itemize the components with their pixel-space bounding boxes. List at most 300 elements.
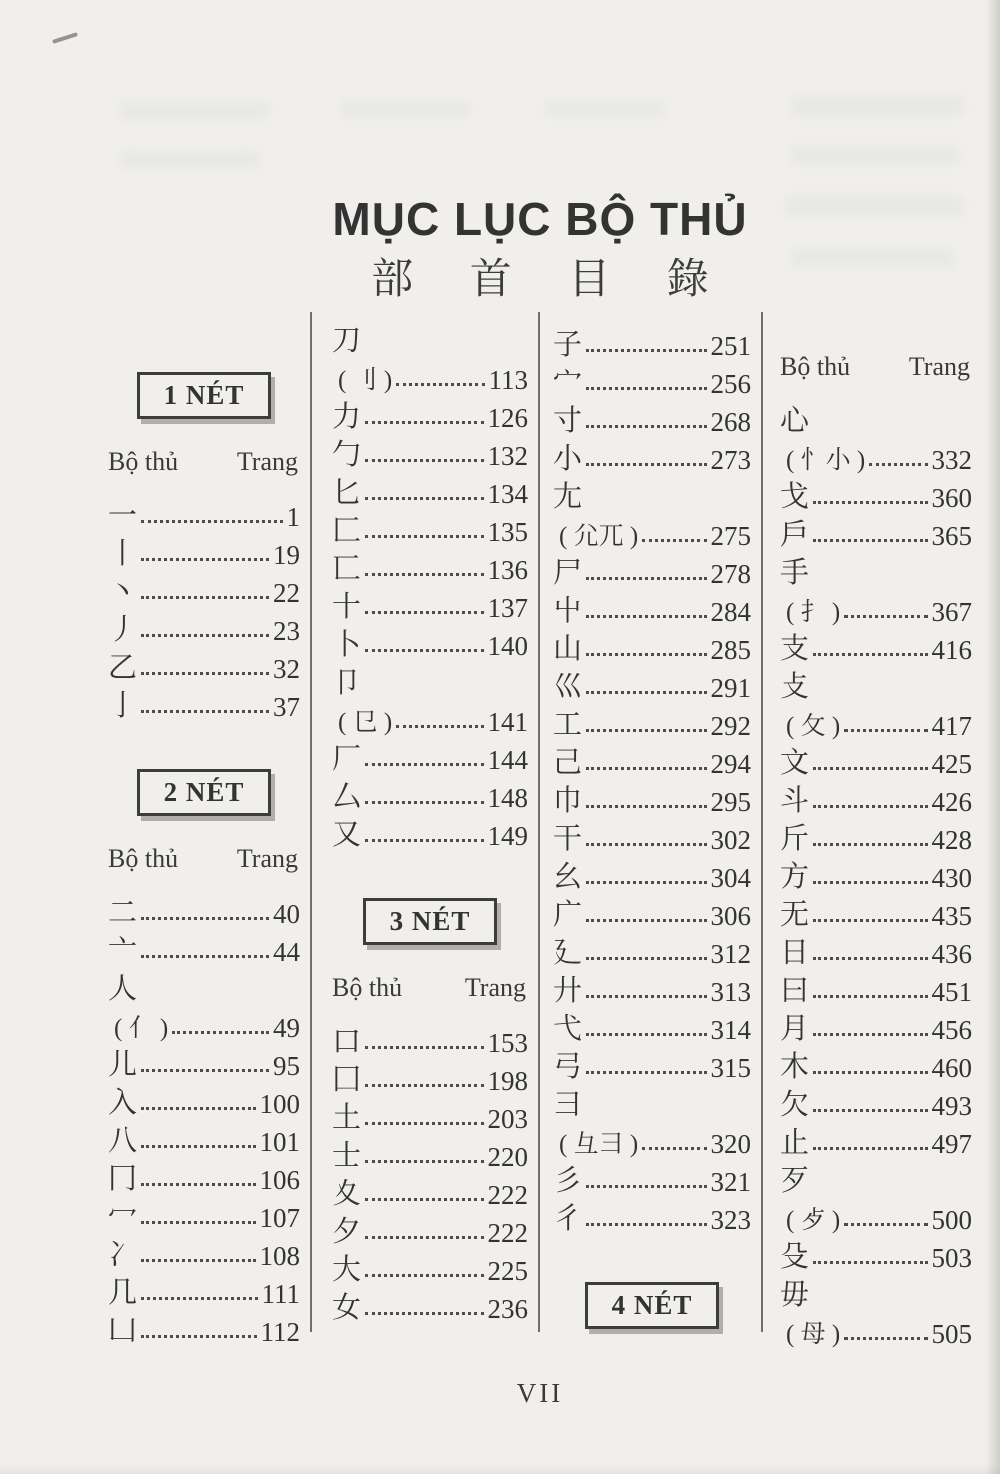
- page-ref: 134: [487, 479, 528, 509]
- variant-line: [780, 1310, 972, 1348]
- page-ref: 256: [710, 369, 751, 399]
- radical-entry: [108, 890, 300, 928]
- dot-leader: [813, 995, 927, 998]
- radical-char: 丶: [108, 575, 138, 608]
- radical-entry: [108, 1308, 300, 1346]
- radical-entry: [780, 474, 972, 512]
- variant-line: [108, 1004, 300, 1042]
- section-gap: [332, 850, 528, 878]
- radical-entry: [332, 1285, 528, 1323]
- dot-leader: [586, 691, 706, 694]
- dot-leader: [586, 881, 706, 884]
- page-ref: 426: [931, 787, 972, 817]
- radical-column-label: Bộ thủ: [780, 352, 851, 381]
- radical-entry: [108, 1080, 300, 1118]
- page-ref: 323: [710, 1205, 751, 1235]
- dot-leader: [586, 425, 706, 428]
- radical-variant: ( 扌 ): [786, 598, 841, 626]
- radical-char: 攴: [780, 670, 810, 703]
- radical-char: 丨: [108, 537, 138, 570]
- radical-char: 木: [780, 1050, 810, 1083]
- dot-leader: [365, 1122, 483, 1125]
- page-ref: 435: [931, 901, 972, 931]
- radical-char: 宀: [553, 366, 583, 399]
- bleed-through-ghost: [120, 100, 270, 120]
- page-ref: 37: [273, 692, 300, 722]
- page-ref: 203: [487, 1104, 528, 1134]
- dot-leader: [365, 763, 483, 766]
- radical-entry: [780, 1006, 972, 1044]
- dot-leader: [141, 1145, 255, 1148]
- dot-leader: [586, 1185, 706, 1188]
- radical-char: 冖: [108, 1200, 138, 1233]
- index-column-4: [780, 330, 972, 1348]
- radical-char: 弋: [553, 1012, 583, 1045]
- radical-char: 厶: [332, 780, 362, 813]
- bleed-through-ghost: [790, 145, 960, 165]
- dot-leader: [586, 463, 706, 466]
- page-ref: 430: [931, 863, 972, 893]
- radical-char: 戈: [780, 480, 810, 513]
- radical-entry: [332, 432, 528, 470]
- radical-entry: [553, 702, 751, 740]
- dot-leader: [365, 497, 483, 500]
- dot-leader: [141, 520, 282, 523]
- radical-entry: [108, 569, 300, 607]
- page-ref: 451: [931, 977, 972, 1007]
- page-ref: 306: [710, 901, 751, 931]
- page-ref: 111: [261, 1279, 300, 1309]
- radical-char: 入: [108, 1086, 138, 1119]
- dot-leader: [642, 1147, 706, 1150]
- dot-leader: [365, 421, 483, 424]
- radical-char: 日: [780, 936, 810, 969]
- dot-leader: [642, 539, 706, 542]
- radical-entry: [108, 531, 300, 569]
- page-ref: 1: [286, 502, 300, 532]
- radical-char: 斤: [780, 822, 810, 855]
- radical-entry: [780, 550, 972, 626]
- radical-char: 匕: [332, 476, 362, 509]
- radical-variant: ( 忄小 ): [786, 446, 866, 474]
- page-column-label: Trang: [908, 352, 970, 381]
- radical-entry: [780, 1082, 972, 1120]
- radical-char: 刀: [332, 324, 362, 357]
- page-ref: 40: [273, 899, 300, 929]
- page-ref: 23: [273, 616, 300, 646]
- dot-leader: [844, 615, 927, 618]
- radical-char: 囗: [332, 1063, 362, 1096]
- column-divider: [761, 312, 763, 1332]
- page-ref: 273: [710, 445, 751, 475]
- radical-column-label: Bộ thủ: [108, 447, 179, 476]
- dot-leader: [396, 725, 483, 728]
- dot-leader: [365, 1236, 483, 1239]
- page-ref: 493: [931, 1091, 972, 1121]
- radical-entry: [332, 812, 528, 850]
- dot-leader: [586, 1223, 706, 1226]
- page-ref: 220: [487, 1142, 528, 1172]
- page-ref: 126: [487, 403, 528, 433]
- page-ref: 315: [710, 1053, 751, 1083]
- radical-entry: [108, 1042, 300, 1080]
- dot-leader: [586, 919, 706, 922]
- dot-leader: [586, 349, 706, 352]
- page-ref: 106: [259, 1165, 300, 1195]
- dot-leader: [813, 501, 927, 504]
- radical-char: 心: [780, 404, 810, 437]
- radical-entry: [108, 1118, 300, 1156]
- dot-leader: [813, 843, 927, 846]
- dot-leader: [813, 653, 927, 656]
- dot-leader: [869, 463, 927, 466]
- page-ref: 367: [931, 597, 972, 627]
- dot-leader: [141, 1183, 255, 1186]
- radical-char: 丿: [108, 613, 138, 646]
- page-ref: 314: [710, 1015, 751, 1045]
- radical-entry: [553, 1158, 751, 1196]
- radical-entry: [780, 1158, 972, 1234]
- page-ref: 497: [931, 1129, 972, 1159]
- radical-entry: [332, 1209, 528, 1247]
- radical-char: 勹: [332, 438, 362, 471]
- page-ref: 22: [273, 578, 300, 608]
- page-ref: 268: [710, 407, 751, 437]
- page-ref: 112: [260, 1317, 300, 1347]
- dot-leader: [365, 611, 483, 614]
- dot-leader: [141, 917, 269, 920]
- dot-leader: [586, 843, 706, 846]
- page-column-label: Trang: [236, 447, 298, 476]
- radical-entry: [780, 664, 972, 740]
- radical-entry: [332, 470, 528, 508]
- page-ref: 222: [487, 1218, 528, 1248]
- page-ref: 140: [487, 631, 528, 661]
- dot-leader: [586, 1071, 706, 1074]
- dot-leader: [586, 767, 706, 770]
- radical-variant: ( 歺 ): [786, 1206, 841, 1234]
- dot-leader: [141, 1259, 255, 1262]
- radical-entry: [108, 493, 300, 531]
- radical-entry: [108, 966, 300, 1042]
- radical-entry: [332, 774, 528, 812]
- radical-char: 十: [332, 590, 362, 623]
- radical-char: 夕: [332, 1215, 362, 1248]
- radical-char: 幺: [553, 860, 583, 893]
- dot-leader: [586, 1033, 706, 1036]
- radical-entry: [332, 584, 528, 622]
- dot-leader: [813, 957, 927, 960]
- dot-leader: [586, 387, 706, 390]
- bleed-through-ghost: [545, 100, 665, 118]
- dot-leader: [365, 1084, 483, 1087]
- radical-entry: [332, 1019, 528, 1057]
- page-ref: 312: [710, 939, 751, 969]
- radical-entry: [553, 1044, 751, 1082]
- radical-char: 彳: [553, 1202, 583, 1235]
- page-title: MỤC LỤC BỘ THỦ: [332, 193, 748, 245]
- radical-entry: [108, 607, 300, 645]
- dot-leader: [365, 1312, 483, 1315]
- radical-char: 方: [780, 860, 810, 893]
- page-edge-shadow: [986, 0, 1000, 1474]
- radical-line: [332, 660, 528, 698]
- radical-char: 厂: [332, 742, 362, 775]
- dot-leader: [586, 729, 706, 732]
- dot-leader: [141, 634, 269, 637]
- radical-entry: [108, 683, 300, 721]
- stroke-section-box: [363, 898, 498, 945]
- radical-char: 尸: [553, 556, 583, 589]
- radical-char: 巾: [553, 784, 583, 817]
- dot-leader: [141, 710, 269, 713]
- radical-char: 亅: [108, 689, 138, 722]
- radical-char: 毋: [780, 1278, 810, 1311]
- dot-leader: [141, 558, 269, 561]
- radical-entry: [108, 1270, 300, 1308]
- radical-entry: [332, 508, 528, 546]
- radical-variant: ( 母 ): [786, 1320, 841, 1348]
- dot-leader: [813, 881, 927, 884]
- radical-entry: [553, 1196, 751, 1234]
- stroke-section-box: [137, 769, 272, 816]
- page-ref: 436: [931, 939, 972, 969]
- radical-line: [780, 550, 972, 588]
- radical-entry: [780, 1044, 972, 1082]
- radical-entry: [332, 1095, 528, 1133]
- index-column-1: [108, 352, 300, 1346]
- radical-line: [780, 1272, 972, 1310]
- radical-char: 寸: [553, 404, 583, 437]
- stroke-section-box: [585, 1282, 720, 1329]
- page-ref: 500: [931, 1205, 972, 1235]
- page-ref: 505: [931, 1319, 972, 1349]
- dot-leader: [586, 653, 706, 656]
- radical-char: 文: [780, 746, 810, 779]
- radical-line: [332, 318, 528, 356]
- radical-char: 巛: [553, 670, 583, 703]
- radical-char: 士: [332, 1139, 362, 1172]
- radical-char: 人: [108, 972, 138, 1005]
- radical-char: 欠: [780, 1088, 810, 1121]
- radical-char: 己: [553, 746, 583, 779]
- radical-entry: [553, 664, 751, 702]
- dot-leader: [365, 1274, 483, 1277]
- radical-entry: [332, 660, 528, 736]
- radical-char: 儿: [108, 1048, 138, 1081]
- dot-leader: [365, 839, 483, 842]
- radical-char: 口: [332, 1025, 362, 1058]
- radical-entry: [108, 928, 300, 966]
- radical-column-label: Bộ thủ: [108, 844, 179, 873]
- page-ref: 148: [487, 783, 528, 813]
- page-ref: 251: [710, 331, 751, 361]
- dot-leader: [141, 672, 269, 675]
- radical-entry: [332, 622, 528, 660]
- page-ref: 313: [710, 977, 751, 1007]
- radical-char: 凵: [108, 1314, 138, 1347]
- radical-char: 卩: [332, 666, 362, 699]
- radical-char: 又: [332, 818, 362, 851]
- bleed-through-ghost: [120, 150, 260, 168]
- dot-leader: [172, 1031, 269, 1034]
- dot-leader: [813, 919, 927, 922]
- radical-entry: [553, 968, 751, 1006]
- radical-entry: [553, 1082, 751, 1158]
- dot-leader: [141, 1107, 255, 1110]
- radical-variant: ( 攵 ): [786, 712, 841, 740]
- page-ref: 285: [710, 635, 751, 665]
- section-gap: [553, 1234, 751, 1262]
- radical-entry: [780, 740, 972, 778]
- radical-line: [553, 474, 751, 512]
- page-ref: 295: [710, 787, 751, 817]
- radical-char: 手: [780, 556, 810, 589]
- radical-entry: [780, 816, 972, 854]
- radical-entry: [780, 892, 972, 930]
- index-column-2: [332, 318, 528, 1323]
- page-ref: 135: [487, 517, 528, 547]
- page-ref: 100: [259, 1089, 300, 1119]
- radical-char: 冫: [108, 1238, 138, 1271]
- page-ref: 144: [487, 745, 528, 775]
- dot-leader: [141, 1297, 257, 1300]
- radical-entry: [332, 394, 528, 432]
- page-ref: 132: [487, 441, 528, 471]
- radical-char: 弓: [553, 1050, 583, 1083]
- radical-entry: [780, 1272, 972, 1348]
- radical-entry: [553, 816, 751, 854]
- radical-entry: [332, 1171, 528, 1209]
- radical-entry: [780, 854, 972, 892]
- bleed-through-ghost: [340, 100, 470, 118]
- page-ref: 44: [273, 937, 300, 967]
- radical-char: 工: [553, 708, 583, 741]
- radical-entry: [332, 736, 528, 774]
- column-header: [332, 973, 526, 1003]
- page-ref: 101: [259, 1127, 300, 1157]
- radical-char: 月: [780, 1012, 810, 1045]
- radical-entry: [553, 588, 751, 626]
- radical-entry: [553, 626, 751, 664]
- radical-entry: [553, 436, 751, 474]
- radical-char: 卜: [332, 628, 362, 661]
- radical-entry: [553, 550, 751, 588]
- radical-char: 小: [553, 442, 583, 475]
- page-ref: 302: [710, 825, 751, 855]
- page-number-roman: VII: [516, 1378, 564, 1408]
- radical-char: 亠: [108, 934, 138, 967]
- radical-entry: [553, 322, 751, 360]
- dot-leader: [396, 383, 484, 386]
- page-ref: 19: [273, 540, 300, 570]
- radical-entry: [553, 1006, 751, 1044]
- page-column-label: Trang: [464, 973, 526, 1002]
- radical-column-label: Bộ thủ: [332, 973, 403, 1002]
- dot-leader: [813, 1071, 927, 1074]
- page-ref: 365: [931, 521, 972, 551]
- radical-entry: [780, 626, 972, 664]
- variant-line: [780, 588, 972, 626]
- page-ref: 153: [487, 1028, 528, 1058]
- dot-leader: [813, 1033, 927, 1036]
- page-ref: 149: [487, 821, 528, 851]
- page-ref: 49: [273, 1013, 300, 1043]
- dot-leader: [365, 1198, 483, 1201]
- radical-char: 几: [108, 1276, 138, 1309]
- dot-leader: [141, 1221, 255, 1224]
- dot-leader: [844, 729, 927, 732]
- radical-entry: [553, 930, 751, 968]
- bleed-through-ghost: [790, 95, 965, 117]
- page-ref: 141: [487, 707, 528, 737]
- radical-entry: [332, 1057, 528, 1095]
- page-ref: 304: [710, 863, 751, 893]
- dot-leader: [365, 459, 483, 462]
- page-ref: 137: [487, 593, 528, 623]
- radical-char: 干: [553, 822, 583, 855]
- radical-char: 殳: [780, 1240, 810, 1273]
- radical-line: [780, 664, 972, 702]
- page-ref: 222: [487, 1180, 528, 1210]
- dot-leader: [365, 1046, 483, 1049]
- radical-entry: [780, 930, 972, 968]
- section-gap: [108, 721, 300, 749]
- radical-char: 戶: [780, 518, 810, 551]
- page-ref: 321: [710, 1167, 751, 1197]
- stroke-section-label: 2 NÉT: [163, 777, 245, 807]
- dot-leader: [141, 955, 269, 958]
- variant-line: [780, 702, 972, 740]
- page-ref: 292: [710, 711, 751, 741]
- dot-leader: [365, 1160, 483, 1163]
- page-ref: 456: [931, 1015, 972, 1045]
- radical-entry: [780, 398, 972, 474]
- page-ref: 460: [931, 1053, 972, 1083]
- page-edge-shadow: [0, 1464, 1000, 1474]
- column-divider: [538, 312, 540, 1332]
- page-ref: 503: [931, 1243, 972, 1273]
- dot-leader: [813, 805, 927, 808]
- radical-char: 彡: [553, 1164, 583, 1197]
- radical-entry: [553, 778, 751, 816]
- dot-leader: [586, 995, 706, 998]
- radical-char: 匸: [332, 552, 362, 585]
- page-ref: 198: [487, 1066, 528, 1096]
- stroke-section-label: 1 NÉT: [163, 380, 245, 410]
- radical-char: 女: [332, 1291, 362, 1324]
- radical-char: 尢: [553, 480, 583, 513]
- stroke-section-label: 4 NÉT: [611, 1290, 693, 1320]
- radical-entry: [780, 968, 972, 1006]
- radical-line: [108, 966, 300, 1004]
- page-ref: 113: [488, 365, 528, 395]
- radical-entry: [553, 740, 751, 778]
- radical-entry: [553, 854, 751, 892]
- page-ref: 425: [931, 749, 972, 779]
- radical-char: 屮: [553, 594, 583, 627]
- radical-char: 曰: [780, 974, 810, 1007]
- dot-leader: [813, 767, 927, 770]
- variant-line: [553, 1120, 751, 1158]
- radical-entry: [332, 546, 528, 584]
- radical-char: 冂: [108, 1162, 138, 1195]
- radical-entry: [108, 1194, 300, 1232]
- radical-variant: ( 尣兀 ): [559, 522, 639, 550]
- radical-char: 土: [332, 1101, 362, 1134]
- radical-entry: [108, 645, 300, 683]
- radical-entry: [553, 398, 751, 436]
